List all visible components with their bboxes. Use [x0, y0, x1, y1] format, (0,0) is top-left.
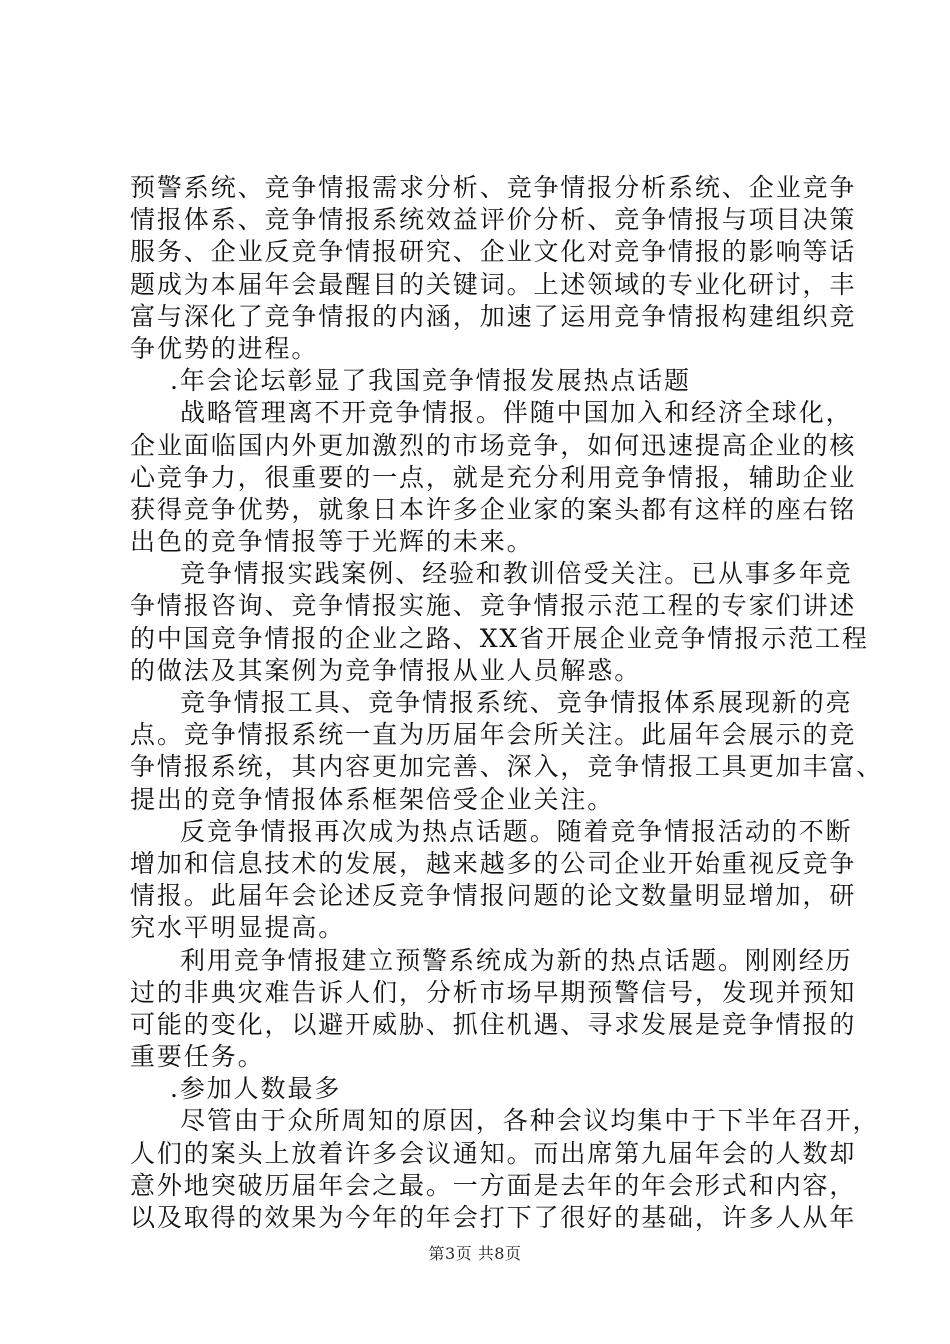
- text-line: .参加人数最多: [170, 1074, 342, 1104]
- text-line: 出色的竞争情报等于光辉的未来。: [130, 527, 534, 557]
- text-line: 的中国竞争情报的企业之路、XX省开展企业竞争情报示范工程: [130, 623, 869, 653]
- paragraph: [130, 397, 857, 558]
- text-line: 情报体系、竞争情报系统效益评价分析、竞争情报与项目决策: [130, 205, 857, 235]
- text-line: 提出的竞争情报体系框架倍受企业关注。: [130, 784, 615, 814]
- paragraph: [130, 172, 857, 365]
- paragraph: [130, 558, 869, 687]
- paragraph: [130, 687, 884, 816]
- text-line: 富与深化了竞争情报的内涵，加速了运用竞争情报构建组织竞: [130, 301, 857, 331]
- text-line: 争优势的进程。: [130, 333, 319, 363]
- text-line: 情报。此届年会论述反竞争情报问题的论文数量明显增加，研: [130, 881, 857, 911]
- text-line: 预警系统、竞争情报需求分析、竞争情报分析系统、企业竞争: [130, 173, 857, 202]
- text-line: 以及取得的效果为今年的年会打下了很好的基础，许多人从年: [130, 1203, 857, 1232]
- text-line: 心竞争力，很重要的一点，就是充分利用竞争情报，辅助企业: [130, 462, 857, 492]
- section-heading: [130, 365, 830, 397]
- text-line: 点。竞争情报系统一直为历届年会所关注。此届年会展示的竞: [130, 720, 857, 750]
- paragraph: [130, 1105, 880, 1234]
- page-footer: 第3页 共8页: [428, 1244, 522, 1263]
- text-line: 争情报咨询、竞争情报实施、竞争情报示范工程的专家们讲述: [130, 591, 857, 621]
- text-line: 人们的案头上放着许多会议通知。而出席第九届年会的人数却: [130, 1138, 857, 1168]
- text-line: .年会论坛彰显了我国竞争情报发展热点话题: [170, 366, 691, 396]
- text-line: 究水平明显提高。: [130, 913, 346, 943]
- text-line: 的做法及其案例为竞争情报从业人员解惑。: [130, 655, 642, 685]
- text-line: 竞争情报工具、竞争情报系统、竞争情报体系展现新的亮: [180, 688, 853, 717]
- text-line: 反竞争情报再次成为热点话题。随着竞争情报活动的不断: [180, 816, 853, 846]
- text-line: 重要任务。: [130, 1042, 265, 1072]
- document-body: [130, 172, 884, 1234]
- text-line: 战略管理离不开竞争情报。伴随中国加入和经济全球化，: [180, 398, 853, 428]
- text-line: 竞争情报实践案例、经验和教训倍受关注。已从事多年竞: [180, 559, 853, 589]
- paragraph: [130, 816, 857, 945]
- text-line: 服务、企业反竞争情报研究、企业文化对竞争情报的影响等话: [130, 237, 857, 267]
- text-line: 尽管由于众所周知的原因，各种会议均集中于下半年召开，: [180, 1106, 880, 1136]
- paragraph: [130, 945, 857, 1074]
- text-line: 过的非典灾难告诉人们，分析市场早期预警信号，发现并预知: [130, 977, 857, 1007]
- text-line: 可能的变化，以避开威胁、抓住机遇、寻求发展是竞争情报的: [130, 1009, 857, 1039]
- text-line: 利用竞争情报建立预警系统成为新的热点话题。刚刚经历: [180, 945, 853, 975]
- section-heading: [130, 1073, 830, 1105]
- text-line: 意外地突破历届年会之最。一方面是去年的年会形式和内容，: [130, 1170, 857, 1200]
- text-line: 题成为本届年会最醒目的关键词。上述领域的专业化研讨，丰: [130, 269, 857, 299]
- text-line: 企业面临国内外更加激烈的市场竞争，如何迅速提高企业的核: [130, 430, 857, 460]
- text-line: 争情报系统，其内容更加完善、深入，竞争情报工具更加丰富、: [130, 752, 884, 782]
- text-line: 增加和信息技术的发展，越来越多的公司企业开始重视反竞争: [130, 848, 857, 878]
- text-line: 获得竞争优势，就象日本许多企业家的案头都有这样的座右铭: [130, 494, 857, 524]
